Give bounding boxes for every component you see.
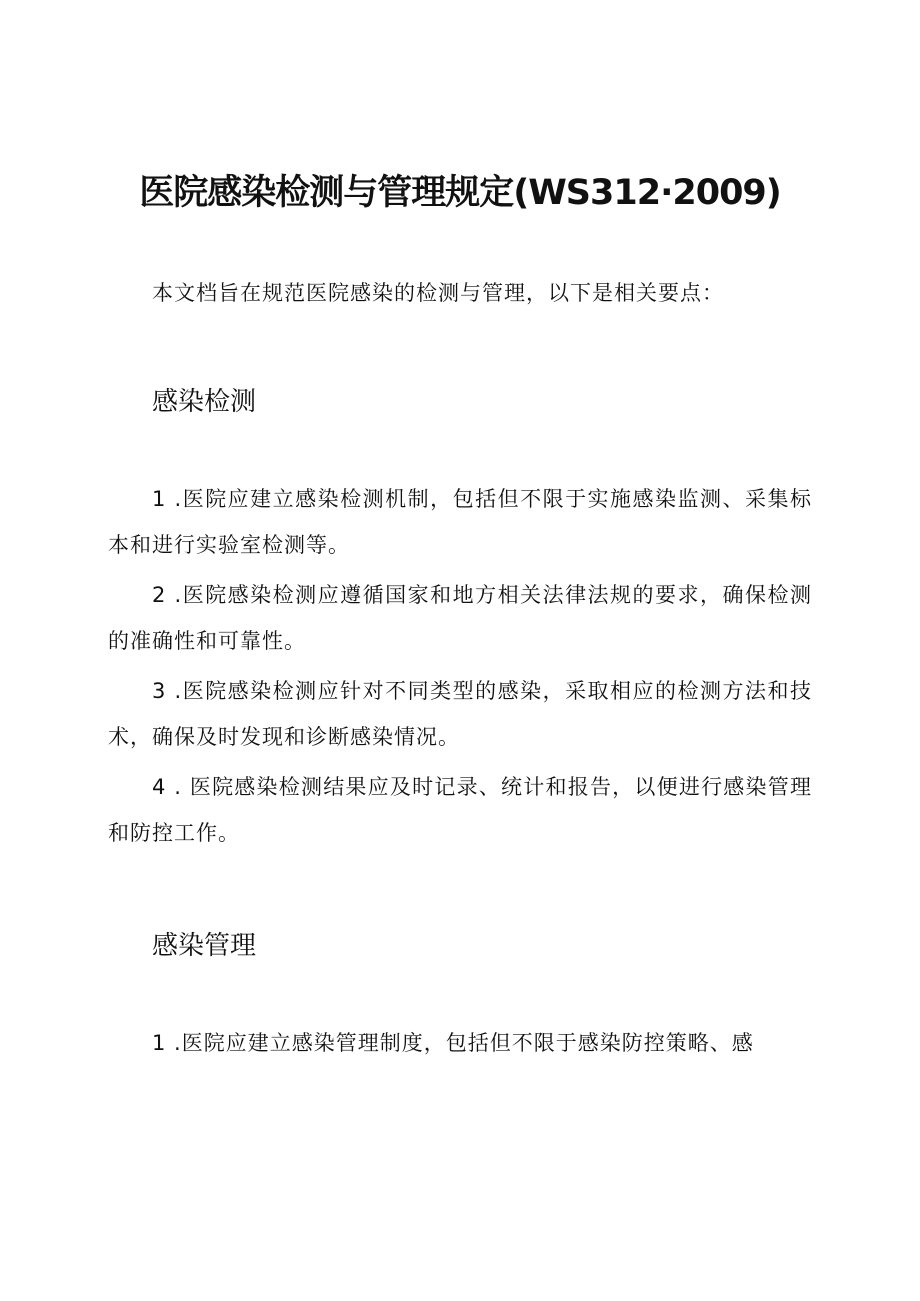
management-list — [108, 1020, 812, 1070]
detection-list — [108, 476, 812, 860]
list-item: 3 .医院感染检测应针对不同类型的感染，采取相应的检测方法和技术，确保及时发现和诊断感染情况。 — [108, 679, 812, 749]
list-item: 1 .医院应建立感染检测机制，包括但不限于实施感染监测、采集标本和进行实验室检测等。 — [108, 487, 812, 557]
intro-paragraph: 本文档旨在规范医院感染的检测与管理，以下是相关要点： — [152, 281, 724, 305]
list-item: 1 .医院应建立感染管理制度，包括但不限于感染防控策略、感 — [152, 1031, 754, 1055]
section-heading-detection: 感染检测 — [152, 387, 257, 417]
document-title: 医院感染检测与管理规定(WS312·2009) — [139, 173, 781, 213]
section-heading-management: 感染管理 — [152, 931, 257, 961]
list-item: 4 . 医院感染检测结果应及时记录、统计和报告，以便进行感染管理和防控工作。 — [108, 775, 812, 845]
list-item: 2 .医院感染检测应遵循国家和地方相关法律法规的要求，确保检测的准确性和可靠性。 — [108, 583, 812, 653]
